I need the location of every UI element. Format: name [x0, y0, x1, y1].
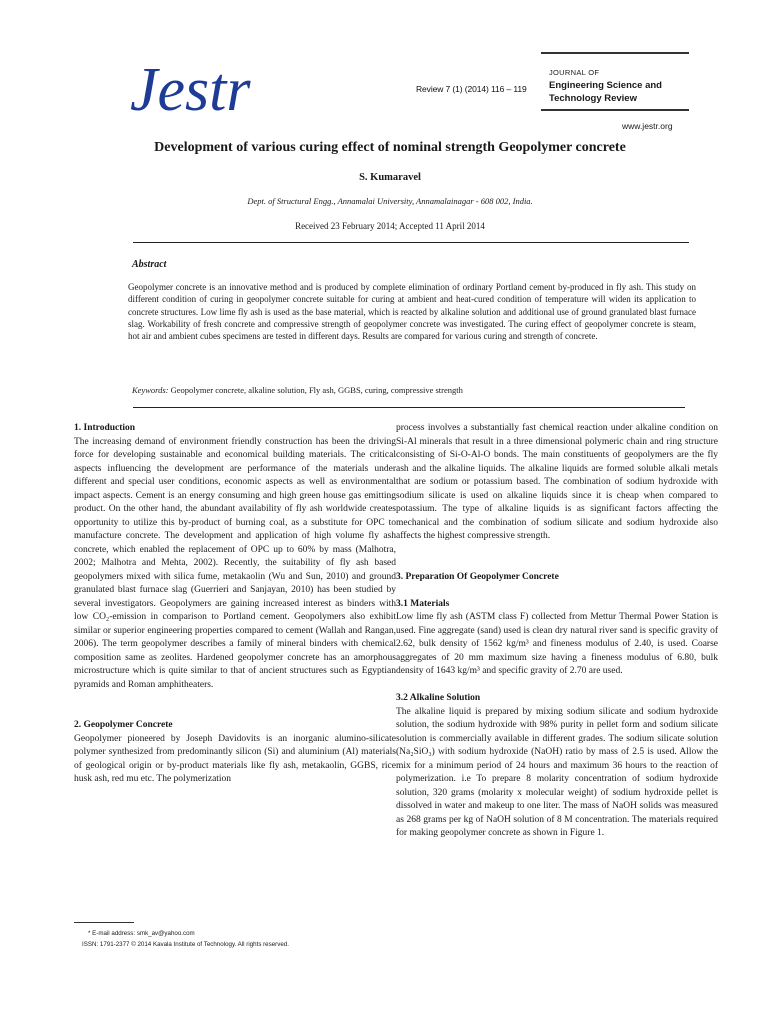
journal-name: Engineering Science and Technology Review: [549, 80, 662, 104]
subsection-materials-heading: 3.1 Materials: [396, 598, 450, 609]
jestr-logo: [128, 52, 251, 124]
footnote-rule: [74, 922, 134, 923]
footnote-email: * E-mail address: smk_av@yahoo.com: [88, 930, 195, 937]
keywords-line: [132, 385, 463, 395]
section-preparation-heading: 3. Preparation Of Geopolymer Concrete: [396, 571, 559, 582]
journal-of-label: JOURNAL OF: [549, 68, 600, 77]
divider-bottom: [133, 407, 685, 408]
subsection-alkaline-heading: 3.2 Alkaline Solution: [396, 693, 481, 703]
article-title: Development of various curing effect of nominal strength Geopolymer concrete: [154, 140, 626, 155]
subsection-materials-text: Low lime fly ash (ASTM class F) collected from Mettur Thermal Power Station is used. Fine aggregate (sand) used is clean dry natural river sand is specific gravity of 2.62, bulk density of 1562 kg/m³ and fineness modulus of 2.40, is used. Coarse aggregates of 20 mm maximum size having a fineness modulus of 6.80, bulk density of 1643 kg/m³ and specific gravity of 2.70 are used.: [396, 612, 718, 676]
review-reference: Review 7 (1) (2014) 116 – 119: [416, 84, 527, 94]
journal-website[interactable]: www.jestr.org: [622, 121, 673, 131]
received-accepted-dates: Received 23 February 2014; Accepted 11 April 2014: [295, 221, 485, 231]
subsection-alkaline-text: The alkaline liquid is prepared by mixing sodium silicate and sodium hydroxide solution, the sodium hydroxide with 98% purity in pellet form and sodium silicate solution is commercially available in different grades. The sodium silicate solution (Na₂SiO₃) with sodium hydroxide (NaOH) ratio by mass of 2.5 is used. Allow the mix for a minimum period of 24 hours and maximum 36 hours to the reaction of polymerization. i.e To prepare 8 molarity concentration of sodium hydroxide solution, 320 grams (molarity x molecular weight) of sodium hydroxide pellet is dissolved in water and makeup to one liter. The mass of NaOH solids was measured as 268 grams per kg of NaOH solution of 8 M concentration. The materials required for making geopolymer concrete as shown in Figure 1.: [396, 706, 718, 838]
section-introduction-text: The increasing demand of environment friendly construction has been the driving force for developing sustainable and economical building materials. The critical aspects influencing the development are performance of the materials under different and special user conditions, economic aspects as well as environmental impact aspects. Cement is an energy consuming and high green house gas emitting product. On the other hand, the abundant availability of fly ash worldwide creates opportunity to utilize this by-product of burning coal, as a substitute for OPC to manufacture concrete. The development and application of high volume fly ash concrete, which enabled the replacement of OPC up to 60% by mass (Malhotra, 2002; Malhotra and Mehta, 2002). Recently, the suitability of fly ash based geopolymers mixed with silica fume, metakaolin (Wu and Sun, 2010) and ground granulated blast furnace slag (Guerrieri and Sanjayan, 2010) has been studied by several investigators. Geopolymers are gaining increased interest as binders with low CO₂-emission in comparison to Portland cement. Geopolymers also exhibit similar or superior engineering properties compared to cement (Wallah and Rangan, 2006). The term geopolymer describes a family of mineral binders with chemical composition same as zeolites. Hardened geopolymer concrete has an amorphous microstructure which is quite similar to that of ancient structures such as Egyptian pyramids and Roman amphitheaters.: [74, 436, 396, 690]
section-geopolymer-heading: 2. Geopolymer Concrete: [74, 720, 173, 730]
abstract-text: Geopolymer concrete is an innovative method and is produced by complete elimination of ordinary Portland cement by-produced in fly ash. This study on different condition of curing in geopolymer concrete suitable for curing at ambient and heat-cured condition of temperature will widen its application to concrete structures. Low lime fly ash is used as the base material, which is reacted by alkaline solution and additional use of ground granulated blast furnace slag. Workability of fresh concrete and compressive strength of geopolymer concrete was investigated. The curing effect of geopolymer concrete is steam, hot air and ambient cubes specimens are tested in different days. Results are compared for various curing and strength of concrete.: [128, 282, 696, 342]
author-name: S. Kumaravel: [359, 172, 421, 183]
left-column: [74, 422, 396, 787]
author-affiliation: Dept. of Structural Engg., Annamalai University, Annamalainagar - 608 002, India.: [247, 196, 533, 206]
right-column: [396, 422, 718, 841]
footnote: [82, 928, 289, 950]
logo-letter-j: Jestr: [130, 56, 251, 124]
keywords-list: Geopolymer concrete, alkaline solution, Fly ash, GGBS, curing, compressive strength: [170, 385, 463, 395]
section-introduction-heading: 1. Introduction: [74, 423, 136, 433]
abstract-heading: Abstract: [132, 259, 167, 270]
footnote-issn: ISSN: 1791-2377 © 2014 Kavala Institute of Technology. All rights reserved.: [82, 941, 289, 948]
section-geopolymer-text-continued: process involves a substantially fast chemical reaction under alkaline condition on Si-Al minerals that result in a three dimensional polymeric chain and ring structure consisting of Si-O-Al-O bonds. The main constituents of geopolymers are the fly ash and the alkaline liquids. The alkaline liquids are formed soluble alkali metals that are sodium or potassium based. The combination of sodium hydroxide with sodium silicate is used on alkaline liquids since it is cheap when compared to potassium. The type of alkaline liquids is as significant factors affecting the mechanical and the combination of sodium silicate and sodium hydroxide also affects the highest compressive strength.: [396, 423, 718, 541]
section-geopolymer-text: Geopolymer pioneered by Joseph Davidovits is an inorganic alumino-silicate polymer synthesized from predominantly silicon (Si) and aluminium (Al) materials of geological origin or by-product materials like fly ash, metakaolin, GGBS, rice husk ash, red mu etc. The polymerization: [74, 733, 396, 784]
keywords-label: Keywords:: [132, 385, 169, 395]
divider-top: [133, 242, 689, 243]
journal-box: [541, 52, 689, 111]
